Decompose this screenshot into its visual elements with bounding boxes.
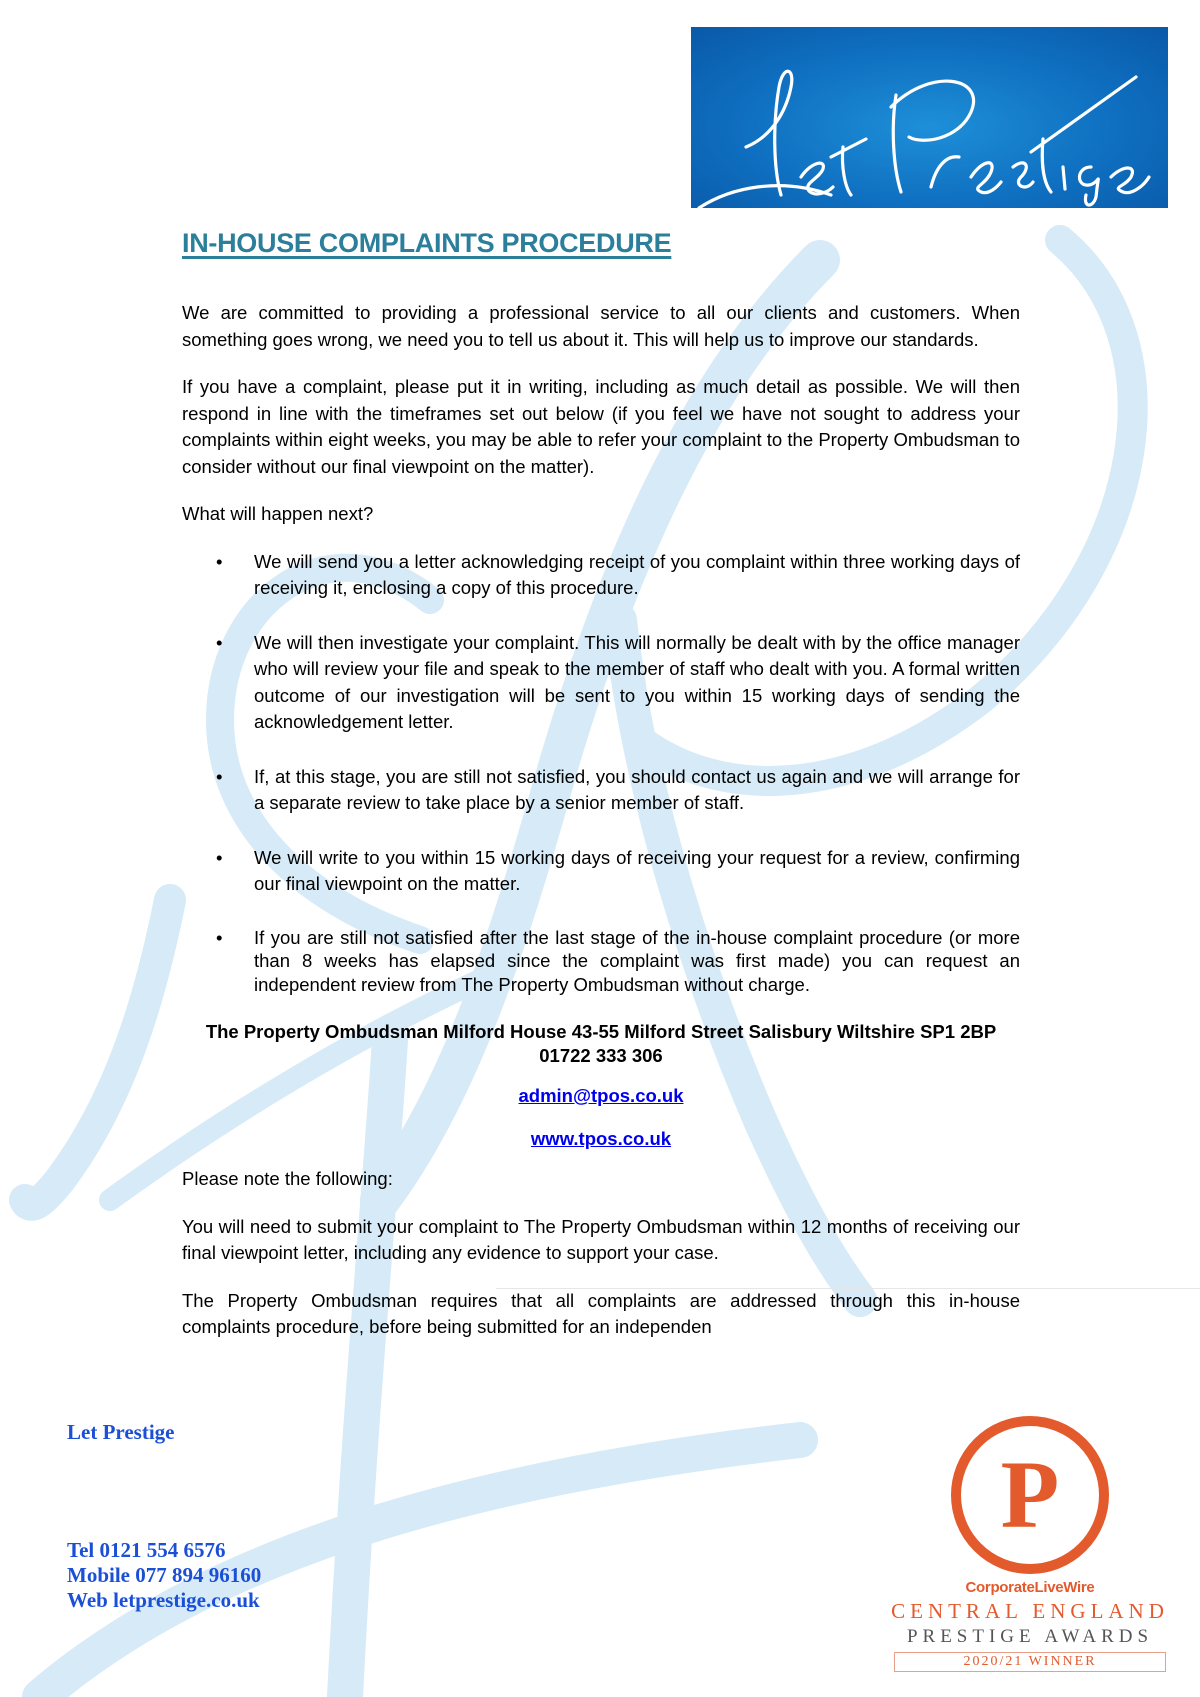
ombudsman-email-row — [182, 1083, 1020, 1110]
award-name: PRESTIGE AWARDS — [906, 1626, 1154, 1647]
page-title: IN-HOUSE COMPLAINTS PROCEDURE — [182, 228, 672, 258]
ombudsman-website-link[interactable]: www.tpos.co.uk — [530, 1127, 672, 1149]
bullet-icon: • — [216, 631, 223, 653]
document-body — [182, 226, 1020, 1341]
note-heading: Please note the following: — [182, 1168, 393, 1189]
footer-mobile: Mobile 077 894 96160 — [67, 1563, 262, 1587]
footer-web: Web letprestige.co.uk — [67, 1588, 260, 1612]
complaint-paragraph: If you have a complaint, please put it in writing, including as much detail as possible. We will then respond in line with the timeframes set out below (if you feel we have not sought to address your complaints within eight weeks, you may be able to refer your complaint to the Property Ombudsman to consider without our final viewpoint on the matter). — [182, 376, 1020, 477]
procedure-step — [182, 926, 1020, 997]
award-emblem-letter: P — [1000, 1441, 1060, 1548]
ombudsman-phone: 01722 333 306 — [539, 1044, 663, 1066]
step-text: We will then investigate your complaint. This will normally be dealt with by the office manager who will review your file and speak to the member of staff who dealt with you. A formal written outcome of our investigation will be sent to you within 15 working days of sending the acknowledgement letter. — [254, 631, 1020, 732]
footer-brand-name: Let Prestige — [67, 1420, 175, 1444]
step-text: If, at this stage, you are still not satisfied, you should contact us again and we will arrange for a separate review to take place by a senior member of staff. — [254, 765, 1020, 813]
bullet-icon: • — [216, 550, 223, 572]
procedure-step — [182, 549, 1020, 602]
bullet-icon: • — [216, 926, 223, 948]
ombudsman-address-block — [182, 1020, 1020, 1067]
procedure-steps-list — [182, 549, 1020, 997]
bullet-icon: • — [216, 765, 223, 787]
script-logo-mark — [691, 27, 1168, 208]
bullet-icon: • — [216, 846, 223, 868]
procedure-step — [182, 764, 1020, 817]
next-steps-heading: What will happen next? — [182, 503, 374, 524]
intro-paragraph: We are committed to providing a professional service to all our clients and customers. When something goes wrong, we need you to tell us about it. This will help us to improve our standards. — [182, 302, 1020, 350]
procedure-step — [182, 630, 1020, 736]
award-region: CENTRAL ENGLAND — [891, 1599, 1169, 1623]
footer-tel: Tel 0121 554 6576 — [67, 1538, 226, 1562]
award-sponsor: CorporateLiveWire — [965, 1579, 1095, 1596]
note-paragraph-requirement: The Property Ombudsman requires that all complaints are addressed through this in-house complaints procedure, before being submitted for an independen — [182, 1289, 1020, 1337]
ombudsman-website-row — [182, 1126, 1020, 1153]
let-prestige-logo — [691, 27, 1168, 208]
ombudsman-address: The Property Ombudsman Milford House 43-55 Milford Street Salisbury Wiltshire SP1 2BP — [205, 1021, 997, 1042]
award-winner-label: 2020/21 WINNER — [894, 1652, 1166, 1672]
ombudsman-email-link[interactable]: admin@tpos.co.uk — [518, 1085, 684, 1106]
award-emblem-icon — [945, 1415, 1115, 1575]
procedure-step — [182, 845, 1020, 898]
note-paragraph-deadline: You will need to submit your complaint to The Property Ombudsman within 12 months of receiving our final viewpoint letter, including any evidence to support your case. — [182, 1215, 1020, 1263]
step-text: We will write to you within 15 working days of receiving your request for a review, confirming our final viewpoint on the matter. — [254, 846, 1020, 894]
award-badge — [870, 1415, 1190, 1685]
step-text: If you are still not satisfied after the last stage of the in-house complaint procedure (or more than 8 weeks has elapsed since the complaint was first made) you can request an independent review from The Property Ombudsman without charge. — [254, 926, 1020, 995]
footer-contact-block — [67, 1538, 261, 1613]
step-text: We will send you a letter acknowledging receipt of you complaint within three working days of receiving it, enclosing a copy of this procedure. — [254, 550, 1020, 598]
